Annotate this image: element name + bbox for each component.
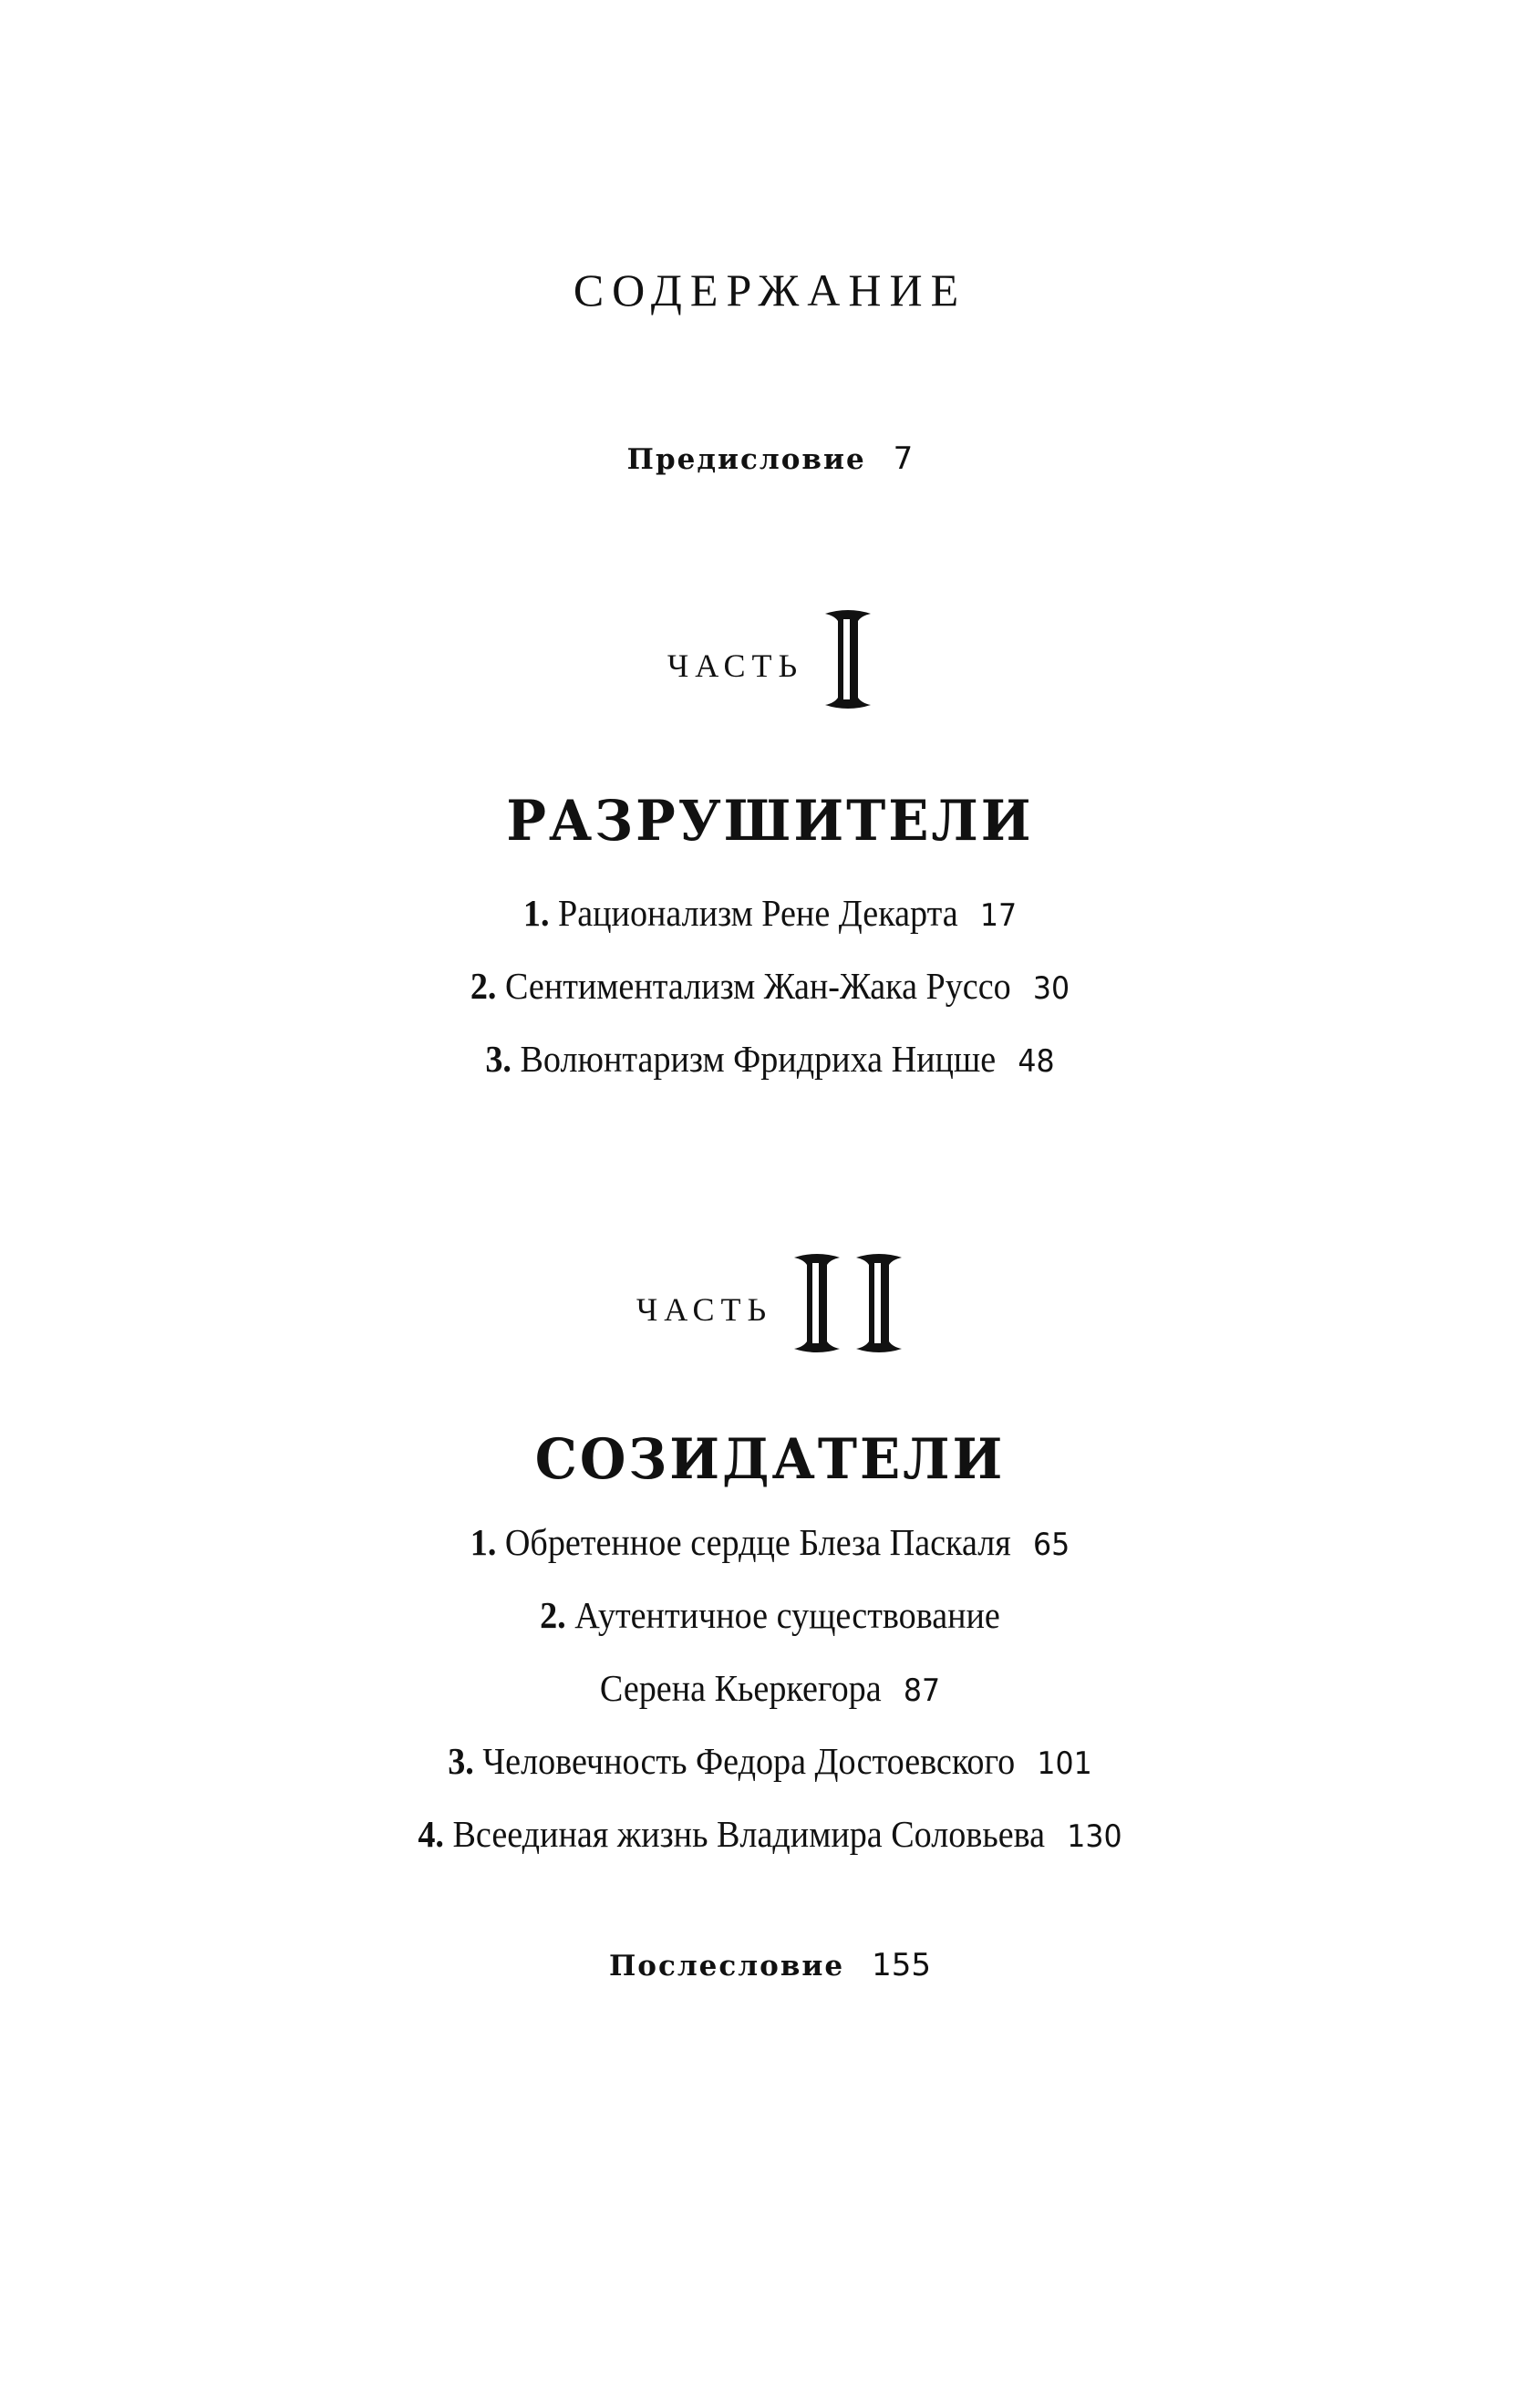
part-label: ЧАСТЬ [636,1291,773,1328]
chapter-number: 3. [448,1740,474,1782]
toc-entry[interactable] [54,1035,1486,1085]
page-title: СОДЕРЖАНИЕ [573,264,967,316]
entry-title: Серена Кьеркегора [599,1667,882,1709]
toc-entry-continuation[interactable] [54,1664,1486,1714]
entry-page-number: 130 [1067,1818,1122,1855]
chapter-number: 3. [485,1038,512,1080]
toc-entry[interactable] [54,889,1486,939]
roman-numeral-two-icon [792,1254,904,1352]
toc-entry[interactable] [54,1518,1486,1569]
toc-entry[interactable] [54,1737,1486,1787]
toc-entry[interactable] [54,1810,1486,1860]
part-heading-2 [0,1253,1540,1353]
entry-title: Сентиментализм Жан-Жака Руссо [504,965,1011,1007]
entry-page-number: 101 [1037,1745,1092,1782]
chapter-number: 1. [470,1521,497,1563]
entry-title: Предисловие [626,443,866,476]
entry-page-number: 87 [903,1672,941,1709]
entry-title: Рационализм Рене Декарта [558,892,958,934]
entry-page-number: 17 [979,897,1018,934]
toc-entry[interactable] [54,1591,1486,1639]
entry-page-number: 30 [1032,970,1070,1007]
toc-entry-preface[interactable] [0,436,1540,487]
entry-page-number: 155 [872,1947,931,1983]
entry-page-number: 65 [1033,1527,1070,1563]
part-title: РАЗРУШИТЕЛИ [506,788,1034,854]
entry-title: Волюнтаризм Фридриха Ницше [520,1038,997,1080]
entry-page-number: 48 [1018,1043,1055,1080]
chapter-number: 2. [540,1594,566,1636]
entry-title: Всеединая жизнь Владимира Соловьева [452,1813,1046,1855]
toc-entry[interactable] [54,962,1486,1012]
chapter-number: 4. [418,1813,444,1855]
part-heading-1 [0,609,1540,709]
entry-title: Послесловие [609,1950,845,1983]
entry-title: Обретенное сердце Блеза Паскаля [504,1521,1011,1563]
entry-title: Аутентичное существование [574,1594,1000,1636]
part-label: ЧАСТЬ [667,647,804,684]
toc-entry-afterword[interactable] [0,1942,1540,1993]
roman-numeral-one-icon [823,610,873,709]
chapter-number: 2. [470,965,497,1007]
part-title: СОЗИДАТЕЛИ [534,1426,1006,1492]
entry-title: Человечность Федора Достоевского [482,1740,1016,1782]
entry-page-number: 7 [893,440,914,477]
chapter-number: 1. [522,892,550,934]
